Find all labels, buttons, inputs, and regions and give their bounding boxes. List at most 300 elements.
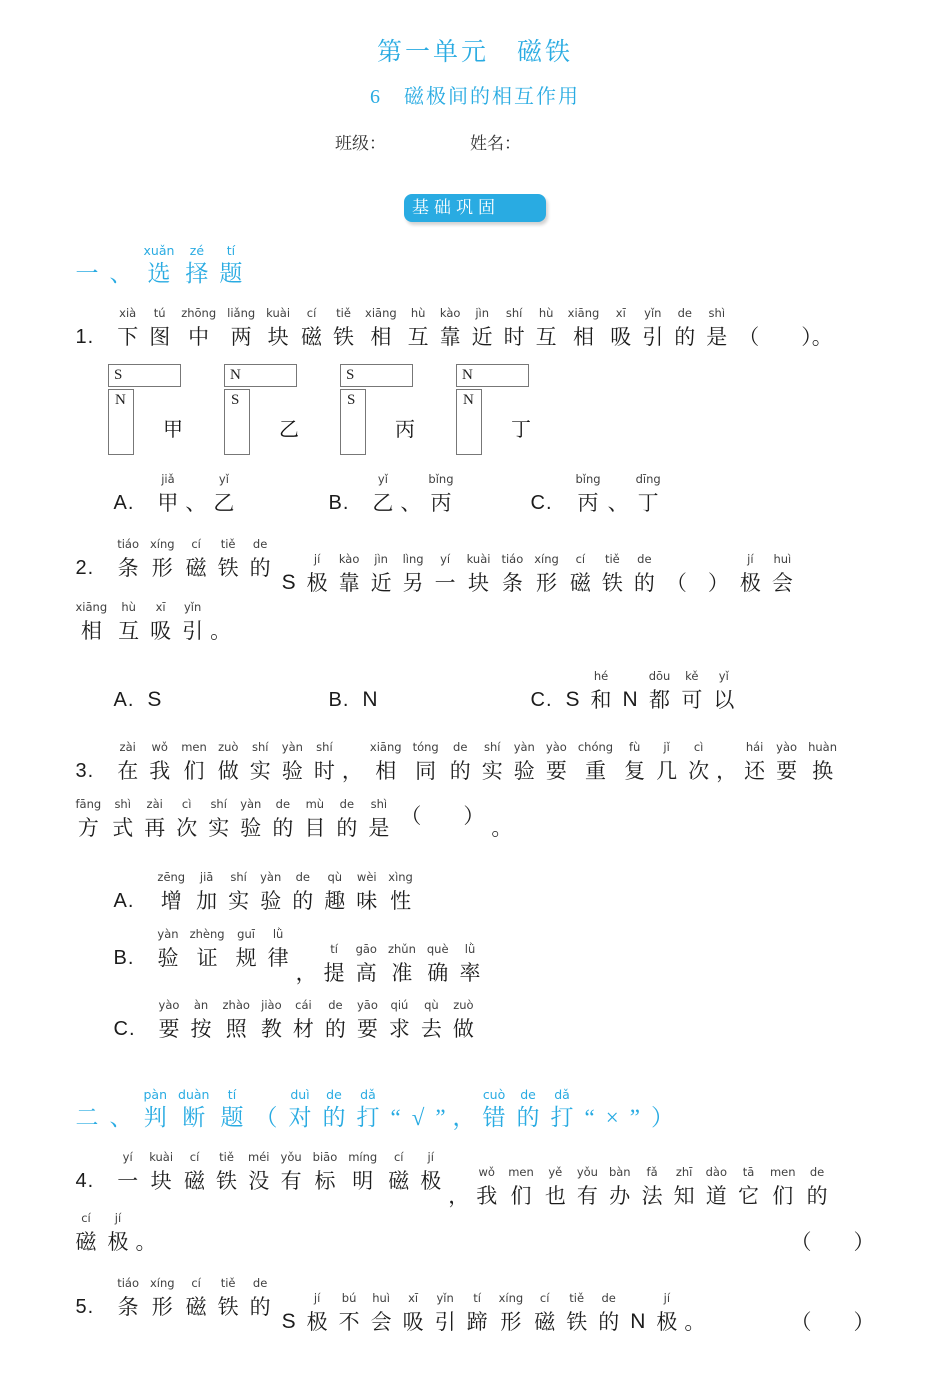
ruby-token (603, 1164, 636, 1211)
ruby-token (360, 305, 403, 352)
character-text: 性 (390, 889, 412, 913)
pinyin-text: tóng (412, 740, 439, 754)
pinyin-text: hù (410, 306, 426, 320)
character-text: 加 (196, 889, 218, 913)
ruby-line (70, 242, 880, 289)
pinyin-text (571, 668, 575, 685)
character-text: 实 (228, 889, 250, 913)
ruby-token (70, 242, 104, 289)
ruby-token (803, 739, 843, 786)
character-text: A. (113, 890, 135, 912)
pinyin-text: men (769, 1165, 796, 1179)
pinyin-text: duì (290, 1087, 310, 1102)
character-text: 相 (572, 325, 594, 349)
character-text: 。 (210, 619, 232, 643)
ruby-token (498, 305, 530, 352)
ruby-token (606, 471, 630, 518)
pinyin-text: lìng (402, 552, 424, 566)
ruby-token (144, 305, 176, 352)
character-text: 磁 (184, 1169, 206, 1193)
character-text: 复 (624, 759, 646, 783)
character-text: 、 (400, 491, 422, 515)
ruby-token (333, 1290, 365, 1337)
pinyin-text (89, 536, 93, 553)
horizontal-magnet: S (340, 364, 413, 387)
text-segment (785, 1290, 880, 1337)
pinyin-text: tā (742, 1165, 755, 1179)
pinyin-text: tiě (604, 552, 620, 566)
ruby-token (176, 305, 222, 352)
magnet-pair (224, 364, 340, 459)
pinyin-text: pàn (143, 1087, 168, 1102)
ruby-token (397, 551, 429, 598)
ruby-token (212, 536, 244, 583)
ruby-token (255, 869, 287, 916)
pinyin-text (89, 1275, 93, 1292)
character-text: 。 (135, 1230, 157, 1254)
character-text: 另 (402, 571, 424, 595)
ruby-token (138, 242, 180, 289)
lesson-title: 6 磁极间的相互作用 (370, 86, 580, 108)
ruby-token (70, 1210, 102, 1257)
pole-letter (617, 668, 643, 715)
pinyin-text: cí (189, 1150, 200, 1164)
character-text: ， (448, 1184, 470, 1208)
pinyin-text: shí (505, 306, 523, 320)
ruby-token (333, 551, 365, 598)
pinyin-text: shí (316, 740, 333, 754)
character-text: 实 (208, 816, 230, 840)
class-label: 班级： (335, 134, 386, 153)
text-segment (108, 869, 418, 916)
pinyin-text: tí (226, 243, 236, 258)
ruby-token (331, 796, 363, 843)
ruby-token (319, 869, 351, 916)
item-label (108, 668, 142, 715)
pinyin-text (343, 471, 347, 488)
ruby-token (317, 1086, 351, 1133)
ruby-token (561, 1290, 593, 1337)
ruby-token (444, 739, 476, 786)
character-text: 相 (375, 759, 397, 783)
character-text: 选 (147, 261, 171, 286)
character-text: 一 (75, 261, 99, 286)
pinyin-text: de (339, 797, 355, 811)
ruby-token (430, 1086, 451, 1133)
pinyin-text (633, 1086, 637, 1103)
character-text: 会 (370, 1310, 392, 1334)
pinyin-text: yǐn (644, 306, 662, 320)
pinyin-text (351, 739, 355, 756)
character-text: 磁 (185, 556, 207, 580)
character-text: 判 (143, 1105, 167, 1130)
character-text: （ ） (790, 1310, 875, 1334)
pinyin-text: què (426, 942, 449, 956)
ruby-token (630, 471, 666, 518)
ruby-line (108, 471, 880, 518)
ruby-token (490, 796, 514, 843)
pinyin-text (831, 1290, 835, 1307)
character-text: 磁 (388, 1169, 410, 1193)
ruby-token (471, 1164, 503, 1211)
ruby-token (530, 305, 562, 352)
character-text: ” (629, 1105, 640, 1130)
ruby-token (296, 305, 328, 352)
magnet-pair-label: 乙 (279, 419, 299, 441)
ruby-token (180, 536, 212, 583)
character-text: 磁 (301, 325, 323, 349)
ruby-token (785, 1210, 880, 1257)
character-text: 形 (500, 1310, 522, 1334)
ruby-line (70, 1275, 880, 1334)
ruby-token (382, 941, 421, 988)
ruby-token (152, 471, 184, 518)
ruby-token (184, 926, 230, 973)
pinyin-text: xī (155, 600, 166, 614)
pinyin-text: wǒ (151, 740, 168, 754)
item-label (108, 926, 152, 973)
character-text: 吸 (150, 619, 172, 643)
magnet-pair-label: 甲 (163, 419, 183, 441)
pinyin-text: yě (548, 1165, 563, 1179)
pinyin-text: dīng (635, 472, 661, 486)
ruby-token (107, 796, 139, 843)
pinyin-text: xíng (498, 1291, 524, 1305)
character-text: 的 (449, 759, 471, 783)
character-text: 增 (160, 889, 182, 913)
pinyin-text: kě (685, 669, 699, 683)
character-text: 的 (598, 1310, 620, 1334)
pinyin-text (416, 1086, 420, 1103)
pinyin-text: cí (191, 1276, 201, 1290)
pinyin-text: shí (252, 740, 269, 754)
character-text: 的 (249, 556, 271, 580)
pinyin-text: tiě (569, 1291, 585, 1305)
pinyin-text: men (181, 740, 207, 754)
pinyin-text: tí (330, 942, 338, 956)
ruby-token (477, 1086, 511, 1133)
character-text: 做 (452, 1017, 474, 1041)
question-3-option-c (108, 997, 880, 1044)
pinyin-text: bǐng (428, 472, 454, 486)
pinyin-text (394, 1086, 398, 1103)
character-text: B. (328, 492, 350, 514)
ruby-token (184, 471, 208, 518)
character-text: 式 (112, 816, 134, 840)
character-text: S (147, 688, 162, 711)
pinyin-text: xíng (149, 1276, 175, 1290)
ruby-token (112, 739, 144, 786)
character-text: 的 (322, 1105, 346, 1130)
pinyin-text: chóng (577, 740, 614, 754)
character-text: 都 (649, 688, 670, 712)
character-text: B. (113, 947, 135, 969)
pinyin-text: de (809, 1165, 825, 1179)
pinyin-text: liǎng (227, 306, 256, 320)
ruby-token (395, 784, 490, 831)
ruby-token (152, 869, 191, 916)
ruby-token (209, 599, 233, 646)
character-text: 它 (737, 1184, 759, 1208)
pinyin-text (123, 668, 127, 685)
item-label (323, 668, 357, 715)
character-text: 的 (249, 1295, 271, 1319)
character-text: 吸 (610, 325, 632, 349)
character-text: 图 (149, 325, 171, 349)
text-segment (108, 668, 323, 715)
ruby-token (318, 941, 350, 988)
character-text: 引 (434, 1310, 456, 1334)
pinyin-text: jìn (475, 306, 489, 320)
character-text: 实 (481, 759, 503, 783)
ruby-token (407, 739, 444, 786)
pinyin-text (725, 739, 729, 756)
magnet-diagram (108, 364, 880, 459)
character-text: 极 (420, 1169, 442, 1193)
ruby-token (732, 1164, 764, 1211)
ruby-token (217, 997, 255, 1044)
magnet-pair (456, 364, 572, 459)
ruby-token (173, 1086, 215, 1133)
character-text: 以 (713, 688, 735, 712)
vertical-magnet: S (224, 389, 250, 455)
character-text: 的 (324, 1017, 346, 1041)
pinyin-text: tú (153, 306, 166, 320)
ruby-token (529, 1290, 561, 1337)
ruby-token (222, 305, 261, 352)
pinyin-text: bǐng (575, 472, 601, 486)
pinyin-text: zé (189, 243, 205, 258)
ruby-token (651, 1290, 683, 1337)
pinyin-text (784, 305, 788, 322)
ruby-token (301, 551, 333, 598)
character-text: 2. (75, 557, 95, 579)
horizontal-magnet: N (456, 364, 529, 387)
ruby-token (104, 1086, 138, 1133)
pinyin-text (153, 668, 157, 685)
character-text: ） (650, 1105, 674, 1130)
character-text: 我 (149, 759, 171, 783)
character-text: 相 (370, 325, 392, 349)
character-text: 块 (150, 1169, 172, 1193)
character-text: 的 (674, 325, 696, 349)
character-text: 互 (535, 325, 557, 349)
character-text: 不 (338, 1310, 360, 1334)
character-text: 条 (117, 556, 139, 580)
pinyin-text: men (508, 1165, 534, 1179)
character-text: 的 (272, 816, 294, 840)
horizontal-magnet: S (108, 364, 181, 387)
pinyin-text (119, 1086, 123, 1103)
character-text: 验 (260, 889, 282, 913)
pinyin-text: de (275, 797, 291, 811)
pinyin-text: cí (306, 306, 317, 320)
pole-letter (357, 668, 383, 715)
pinyin-text: huì (773, 552, 792, 566)
ruby-token (451, 1086, 477, 1133)
ruby-token (177, 599, 209, 646)
ruby-line (108, 869, 880, 916)
character-text: 题 (219, 261, 243, 286)
ruby-token (540, 739, 572, 786)
ruby-line (108, 926, 880, 985)
character-text: 做 (217, 759, 239, 783)
pinyin-text: wǒ (478, 1165, 495, 1179)
ruby-token (466, 305, 498, 352)
ruby-token (676, 668, 708, 715)
character-text: 要 (776, 759, 798, 783)
ruby-token (171, 796, 203, 843)
ruby-line (108, 997, 880, 1044)
text-segment (70, 1149, 447, 1196)
item-label (70, 536, 112, 583)
ruby-token (102, 1210, 134, 1257)
character-text: 题 (220, 1105, 244, 1130)
character-text: 时 (503, 325, 525, 349)
ruby-token (636, 1164, 668, 1211)
character-text: 极 (107, 1230, 129, 1254)
pinyin-text: hù (121, 600, 136, 614)
pinyin-text: yàn (157, 927, 179, 941)
ruby-line (70, 1210, 880, 1257)
pinyin-text: xìng (388, 870, 413, 884)
character-text: 条 (117, 1295, 139, 1319)
character-text: 两 (230, 325, 252, 349)
text-segment (70, 1086, 679, 1133)
character-text: 的 (633, 571, 655, 595)
pinyin-text: xiāng (567, 306, 600, 320)
character-text: 甲 (157, 491, 179, 515)
pinyin-text: zhào (222, 998, 250, 1012)
pinyin-text: xiāng (369, 740, 402, 754)
ruby-token (493, 1290, 529, 1337)
pinyin-text: cì (693, 740, 704, 754)
character-text: 率 (459, 961, 481, 985)
ruby-token (112, 305, 144, 352)
question-3-option-b (108, 926, 880, 985)
ruby-token (179, 1149, 211, 1196)
pinyin-text: dǎ (554, 1087, 570, 1102)
pinyin-text: yǐ (218, 472, 229, 486)
ruby-token (244, 739, 276, 786)
pinyin-text: zuò (218, 740, 239, 754)
character-text: ， (295, 961, 317, 985)
pinyin-text: huì (372, 1291, 390, 1305)
character-text: “ (584, 1105, 595, 1130)
pinyin-text (616, 471, 620, 488)
pinyin-text (696, 551, 700, 568)
character-text: 知 (673, 1184, 695, 1208)
pinyin-text: jiào (261, 998, 282, 1012)
ruby-token (267, 796, 299, 843)
character-text: 4. (75, 1170, 95, 1192)
character-text: 次 (688, 759, 710, 783)
character-text: 再 (144, 816, 166, 840)
pinyin-text (457, 1164, 461, 1181)
character-text: 趣 (324, 889, 346, 913)
text-segment (70, 599, 233, 646)
ruby-token (496, 551, 529, 598)
pinyin-text: jiā (199, 870, 214, 884)
ruby-token (319, 997, 351, 1044)
pinyin-text (128, 926, 132, 943)
ruby-token (104, 242, 138, 289)
character-text: 是 (368, 816, 390, 840)
text-segment (323, 471, 525, 518)
ruby-token (176, 739, 213, 786)
character-text: 铁 (566, 1310, 588, 1334)
pinyin-text: jǐ (663, 740, 670, 754)
pinyin-text: jí (313, 1291, 321, 1305)
ruby-token (134, 1210, 158, 1257)
pinyin-text: qiú (390, 998, 409, 1012)
ruby-line (108, 668, 880, 715)
ruby-token (421, 941, 454, 988)
ruby-token (423, 471, 459, 518)
character-text: 近 (370, 571, 392, 595)
text-segment (108, 926, 294, 973)
character-text: 铁 (601, 571, 623, 595)
magnet-pair-label: 丁 (511, 419, 531, 441)
pinyin-text: yǒu (576, 1165, 598, 1179)
character-text: 高 (355, 961, 377, 985)
text-segment (294, 941, 486, 988)
ruby-token (511, 1086, 545, 1133)
pinyin-text: xíng (534, 552, 559, 566)
ruby-token (383, 1149, 415, 1196)
ruby-token (261, 305, 296, 352)
character-text: 靠 (338, 571, 360, 595)
pinyin-text (831, 1210, 835, 1227)
character-text: 5. (75, 1296, 95, 1318)
pinyin-text (144, 1210, 148, 1227)
pinyin-text: gāo (355, 942, 377, 956)
ruby-token (605, 305, 637, 352)
character-text: 材 (292, 1017, 314, 1041)
ruby-line (70, 305, 880, 352)
character-text: N (362, 688, 378, 711)
ruby-token (801, 1164, 833, 1211)
pinyin-text: jí (427, 1150, 434, 1164)
character-text: 断 (182, 1105, 206, 1130)
pinyin-text: zhèng (189, 927, 225, 941)
character-text: 没 (248, 1169, 270, 1193)
ruby-token (180, 242, 214, 289)
pinyin-text: xī (408, 1291, 419, 1305)
character-text: 引 (642, 325, 664, 349)
ruby-token (593, 1290, 625, 1337)
character-text: C. (530, 492, 553, 514)
pinyin-text: de (677, 306, 692, 320)
character-text: 下 (117, 325, 139, 349)
character-text: 们 (183, 759, 205, 783)
ruby-token (212, 739, 244, 786)
basics-badge: 基础巩固 (404, 194, 546, 222)
pinyin-text: tiáo (501, 552, 524, 566)
pinyin-text: yào (545, 740, 567, 754)
ruby-token (529, 551, 565, 598)
ruby-token (397, 1290, 429, 1337)
pinyin-text: hù (538, 306, 554, 320)
ruby-token (619, 739, 651, 786)
character-text: 有 (280, 1169, 302, 1193)
pinyin-text (441, 784, 445, 801)
ruby-token (363, 796, 395, 843)
magnet-pair-label: 丙 (395, 419, 415, 441)
ruby-token (434, 305, 466, 352)
ruby-token (112, 1275, 145, 1322)
ruby-line (70, 536, 880, 595)
